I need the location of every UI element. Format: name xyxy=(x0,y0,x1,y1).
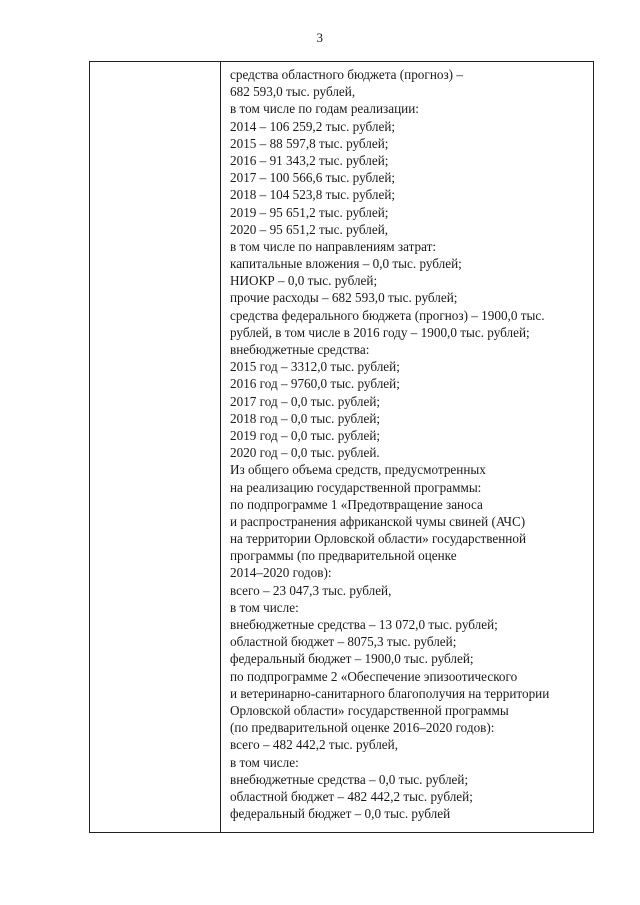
text-line: 2016 – 91 343,2 тыс. рублей; xyxy=(230,152,389,168)
text-line: 2015 – 88 597,8 тыс. рублей; xyxy=(230,135,389,151)
text-line: всего – 23 047,3 тыс. рублей, xyxy=(230,582,392,598)
text-line: областной бюджет – 8075,3 тыс. рублей; xyxy=(230,634,457,650)
text-line: НИОКР – 0,0 тыс. рублей; xyxy=(230,273,378,289)
text-line: средства областного бюджета (прогноз) – xyxy=(230,67,463,82)
text-line: капитальные вложения – 0,0 тыс. рублей; xyxy=(230,256,462,272)
text-line: в том числе по направлениям затрат: xyxy=(230,238,437,254)
page-number: 3 xyxy=(316,30,324,45)
text-line: всего – 482 442,2 тыс. рублей, xyxy=(230,737,399,753)
text-line: 2018 – 104 523,8 тыс. рублей; xyxy=(230,187,396,203)
text-line: по подпрограмме 1 «Предотвращение заноса xyxy=(230,496,483,512)
text-line: и ветеринарно-санитарного благополучия на территории xyxy=(230,685,550,701)
text-line: 2015 год – 3312,0 тыс. рублей; xyxy=(230,359,400,375)
text-line: 2019 – 95 651,2 тыс. рублей; xyxy=(230,204,389,220)
table-cell-left-empty xyxy=(90,62,220,832)
text-line: по подпрограмме 2 «Обеспечение эпизоотического xyxy=(230,668,518,684)
text-line: федеральный бюджет – 1900,0 тыс. рублей; xyxy=(230,651,474,667)
text-line: 2020 год – 0,0 тыс. рублей. xyxy=(230,445,380,461)
text-line: 682 593,0 тыс. рублей, xyxy=(230,84,356,100)
text-line: 2018 год – 0,0 тыс. рублей; xyxy=(230,410,381,426)
text-line: на территории Орловской области» государственной xyxy=(230,531,527,547)
text-line: рублей, в том числе в 2016 году – 1900,0 тыс. рублей; xyxy=(230,324,530,340)
text-line: 2020 – 95 651,2 тыс. рублей, xyxy=(230,221,389,237)
text-line: внебюджетные средства – 13 072,0 тыс. рублей; xyxy=(230,617,498,632)
text-line: 2016 год – 9760,0 тыс. рублей; xyxy=(230,376,400,392)
text-line: 2014–2020 годов): xyxy=(230,565,332,581)
text-line: 2017 – 100 566,6 тыс. рублей; xyxy=(230,170,396,186)
column-divider xyxy=(220,62,221,832)
text-line: и распространения африканской чумы свиней (АЧС) xyxy=(230,513,526,529)
text-line: областной бюджет – 482 442,2 тыс. рублей; xyxy=(230,788,473,804)
text-line: Из общего объема средств, предусмотренных xyxy=(230,462,486,478)
document-table xyxy=(89,61,594,833)
text-line: программы (по предварительной оценке xyxy=(230,548,457,564)
text-line: в том числе: xyxy=(230,599,299,615)
text-line: 2019 год – 0,0 тыс. рублей; xyxy=(230,427,381,443)
text-line: внебюджетные средства: xyxy=(230,342,370,357)
text-line: средства федерального бюджета (прогноз) – 1900,0 тыс. xyxy=(230,307,545,323)
text-line: в том числе: xyxy=(230,754,299,770)
table-cell-text xyxy=(230,66,590,822)
text-line: на реализацию государственной программы: xyxy=(230,479,482,495)
text-line: 2017 год – 0,0 тыс. рублей; xyxy=(230,393,381,409)
text-line: 2014 – 106 259,2 тыс. рублей; xyxy=(230,118,396,134)
text-line: внебюджетные средства – 0,0 тыс. рублей; xyxy=(230,771,469,787)
text-line: Орловской области» государственной программы xyxy=(230,702,509,718)
text-line: в том числе по годам реализации: xyxy=(230,101,419,117)
text-line: (по предварительной оценке 2016–2020 годов): xyxy=(230,720,495,736)
text-line: федеральный бюджет – 0,0 тыс. рублей xyxy=(230,806,451,822)
text-line: прочие расходы – 682 593,0 тыс. рублей; xyxy=(230,290,458,306)
